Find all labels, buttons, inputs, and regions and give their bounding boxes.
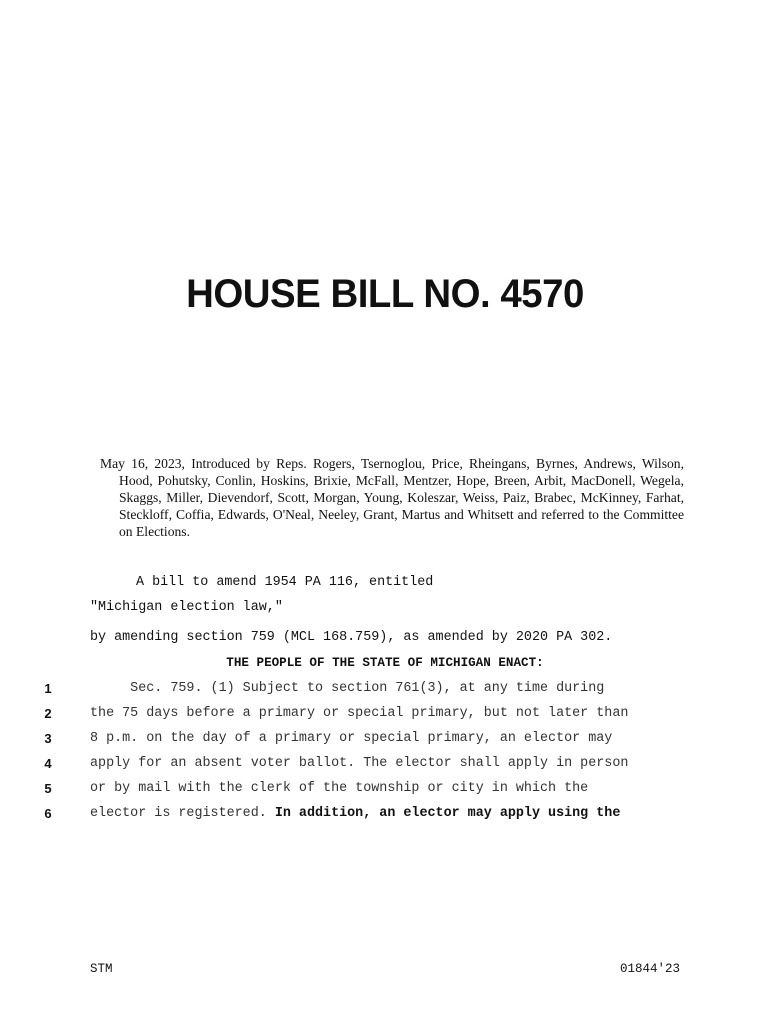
line-number: 4 xyxy=(44,756,52,771)
bill-description-line: A bill to amend 1954 PA 116, entitled xyxy=(136,575,434,590)
line-number: 2 xyxy=(44,706,52,721)
line-number: 5 xyxy=(44,781,52,796)
line-number: 1 xyxy=(44,681,52,696)
line-text: 8 p.m. on the day of a primary or special primary, an elector may xyxy=(90,731,613,746)
line-text: or by mail with the clerk of the township or city in which the xyxy=(90,781,589,796)
line-text xyxy=(90,806,620,821)
line-text-amendment: In addition, an elector may apply using the xyxy=(274,806,621,821)
line-text: apply for an absent voter ballot. The elector shall apply in person xyxy=(90,756,629,771)
introduction-paragraph: May 16, 2023, Introduced by Reps. Rogers, Tsernoglou, Price, Rheingans, Byrnes, Andrews, Wilson, Hood, Pohutsky, Conlin, Hoskins, Brixie, McFall, Mentzer, Hope, Breen, Arbit, MacDonell, Wegela, Skaggs, Miller, Dievendorf, Scott, Morgan, Young, Koleszar, Weiss, Paiz, Brabec, McKinney, Farhat, Steckloff, Coffia, Edwards, O'Neal, Neeley, Grant, Martus and Whitsett and referred to the Committee on Elections. xyxy=(100,456,684,539)
footer-document-code: 01844'23 xyxy=(619,962,680,976)
line-number: 3 xyxy=(44,731,52,746)
footer-drafter-code: STM xyxy=(90,962,113,976)
amending-clause: by amending section 759 (MCL 168.759), as amended by 2020 PA 302. xyxy=(90,630,613,645)
line-text: Sec. 759. (1) Subject to section 761(3), at any time during xyxy=(90,681,605,696)
bill-short-title: "Michigan election law," xyxy=(90,600,283,615)
line-number: 6 xyxy=(44,806,52,821)
bill-title: HOUSE BILL NO. 4570 xyxy=(186,272,584,316)
line-text: the 75 days before a primary or special primary, but not later than xyxy=(90,706,629,721)
enacting-clause: THE PEOPLE OF THE STATE OF MICHIGAN ENACT: xyxy=(226,656,544,670)
line-text-plain: elector is registered. xyxy=(90,806,275,821)
